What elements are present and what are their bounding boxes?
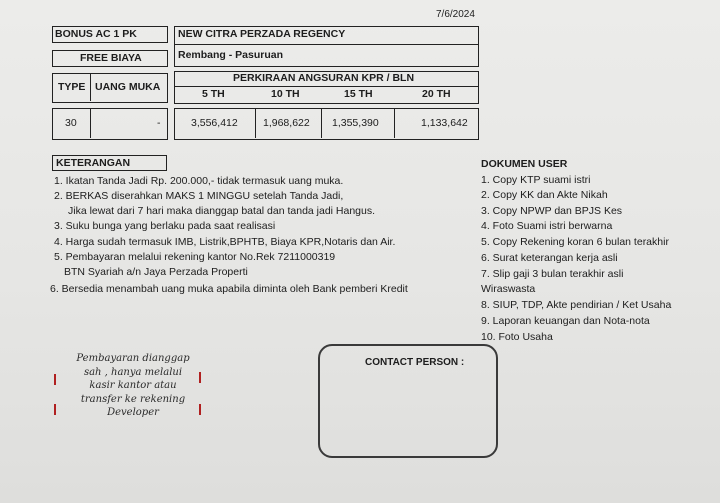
type-value-box — [52, 108, 168, 140]
bonus-label: BONUS AC 1 PK — [55, 28, 137, 40]
dokumen-title: DOKUMEN USER — [481, 158, 568, 170]
type-divider — [90, 74, 91, 101]
keterangan-item: Jika lewat dari 7 hari maka dianggap batal dan tanda jadi Hangus. — [68, 205, 376, 217]
angsuran-value-10th: 1,968,622 — [263, 117, 310, 129]
angsuran-header-box — [174, 71, 479, 104]
keterangan-item: 4. Harga sudah termasuk IMB, Listrik,BPHTB, Biaya KPR,Notaris dan Air. — [54, 236, 396, 248]
dokumen-item: 10. Foto Usaha — [481, 331, 553, 343]
type-value: 30 — [65, 117, 77, 129]
column-20th: 20 TH — [422, 88, 451, 100]
stamp-line: Pembayaran dianggap — [76, 353, 190, 364]
values-divider-3 — [394, 109, 395, 138]
project-box — [174, 26, 479, 67]
type-header-box — [52, 73, 168, 103]
stamp-line: transfer ke rekening — [80, 393, 186, 405]
keterangan-title: KETERANGAN — [52, 155, 167, 171]
keterangan-item: 5. Pembayaran melalui rekening kantor No.Rek 7211000319 — [54, 251, 336, 263]
keterangan-item: 1. Ikatan Tanda Jadi Rp. 200.000,- tidak termasuk uang muka. — [54, 175, 344, 187]
angsuran-value-15th: 1,355,390 — [332, 117, 379, 129]
angsuran-divider — [175, 86, 478, 87]
dokumen-item: 4. Foto Suami istri berwarna — [481, 220, 613, 232]
document-date: 7/6/2024 — [436, 9, 475, 20]
stamp-line: Developer — [107, 407, 159, 418]
dokumen-item: Wiraswasta — [481, 283, 536, 295]
dokumen-item: 9. Laporan keuangan dan Nota-nota — [481, 315, 650, 327]
angsuran-value-20th: 1,133,642 — [421, 117, 468, 129]
dokumen-item: 6. Surat keterangan kerja asli — [481, 252, 618, 264]
angsuran-title: PERKIRAAN ANGSURAN KPR / BLN — [233, 72, 415, 84]
contact-person-label: CONTACT PERSON : — [365, 357, 465, 368]
project-name: NEW CITRA PERZADA REGENCY — [178, 28, 346, 40]
column-10th: 10 TH — [271, 88, 300, 100]
keterangan-item: 3. Suku bunga yang berlaku pada saat realisasi — [54, 220, 276, 232]
dokumen-item: 5. Copy Rekening koran 6 bulan terakhir — [481, 236, 669, 248]
dokumen-item: 2. Copy KK dan Akte Nikah — [481, 189, 608, 201]
dp-value: - — [157, 117, 161, 129]
dokumen-item: 7. Slip gaji 3 bulan terakhir asli — [481, 268, 624, 280]
dokumen-item: 3. Copy NPWP dan BPJS Kes — [481, 205, 623, 217]
keterangan-item: 2. BERKAS diserahkan MAKS 1 MINGGU setelah Tanda Jadi, — [54, 190, 344, 202]
dp-header: UANG MUKA — [95, 81, 161, 93]
values-divider-2 — [321, 109, 322, 138]
values-divider-1 — [255, 109, 256, 138]
bonus-box — [52, 26, 168, 43]
free-biaya-label: FREE BIAYA — [80, 52, 142, 64]
free-biaya-box — [52, 50, 168, 67]
project-location: Rembang - Pasuruan — [178, 49, 284, 61]
stamp-mark — [54, 404, 56, 415]
contact-person-box — [318, 344, 498, 458]
stamp-line: sah , hanya melalui — [83, 366, 183, 378]
stamp-mark — [54, 374, 56, 385]
column-5th: 5 TH — [202, 88, 225, 100]
keterangan-item: BTN Syariah a/n Jaya Perzada Properti — [64, 266, 248, 278]
angsuran-value-5th: 3,556,412 — [191, 117, 238, 129]
project-divider — [175, 44, 478, 45]
angsuran-values-box — [174, 108, 479, 140]
dokumen-item: 1. Copy KTP suami istri — [481, 174, 591, 186]
stamp-line: kasir kantor atau — [89, 380, 177, 391]
type-header: TYPE — [58, 81, 86, 93]
payment-stamp — [58, 352, 208, 427]
dokumen-item: 8. SIUP, TDP, Akte pendirian / Ket Usaha — [481, 299, 672, 311]
column-15th: 15 TH — [344, 88, 373, 100]
keterangan-item: 6. Bersedia menambah uang muka apabila diminta oleh Bank pemberi Kredit — [50, 283, 408, 295]
type-value-divider — [90, 109, 91, 138]
